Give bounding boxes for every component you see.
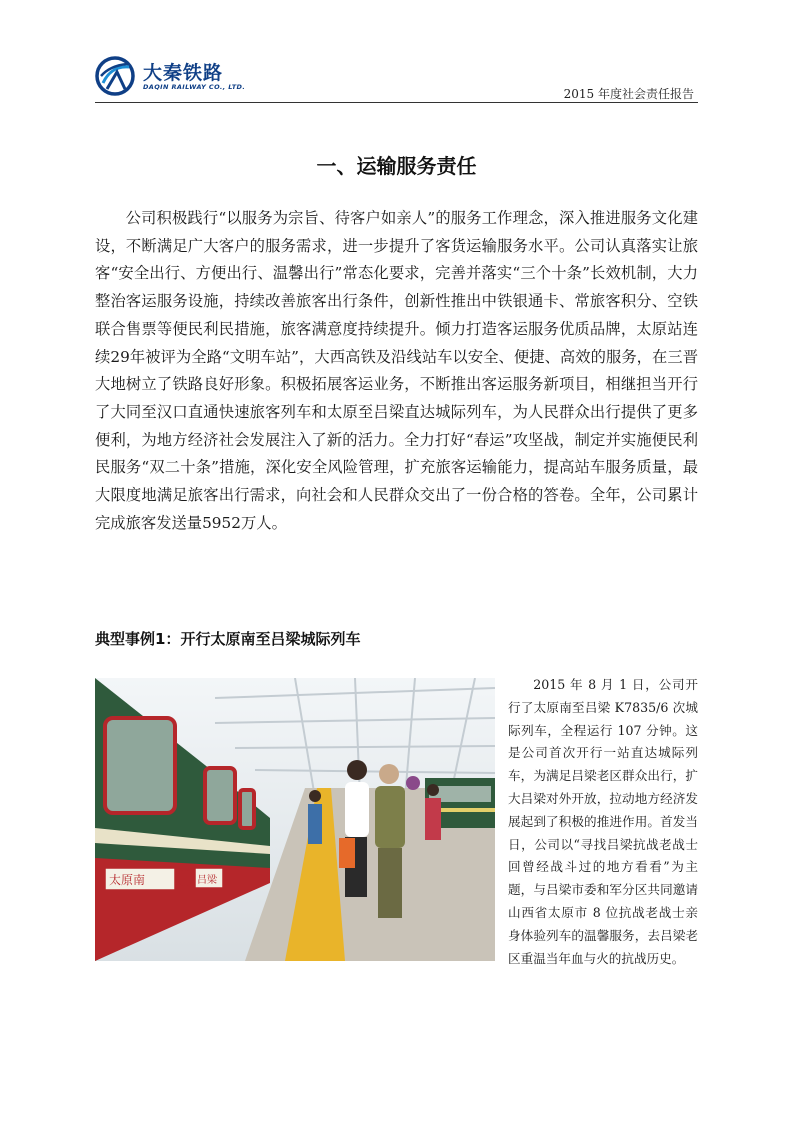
report-label: 2015 年度社会责任报告 (563, 87, 694, 101)
destination-sign-text: 太原南 (109, 873, 146, 887)
brand-name-english: DAQIN RAILWAY CO., LTD. (143, 83, 246, 91)
brand-name: 大秦铁路 (143, 62, 224, 84)
train-platform-photo (95, 678, 495, 961)
body-paragraph: 公司积极践行“以服务为宗旨、待客户如亲人”的服务工作理念，深入推进服务文化建设，不断满足广大客户的服务需求，进一步提升了客货运输服务水平。公司认真落实让旅客“安全出行、方便出行、温馨出行”常态化要求，完善并落实“三个十条”长效机制，大力整治客运服务设施，持续改善旅客出行条件，创新性推出中铁银通卡、常旅客积分、空铁联合售票等便民利民措施，旅客满意度持续提升。倾力打造客运服务优质品牌，太原站连续29年被评为全路“文明车站”，大西高铁及沿线站车以安全、便捷、高效的服务，在三晋大地树立了铁路良好形象。积极拓展客运业务，不断推出客运服务新项目，相继担当开行了大同至汉口直通快速旅客列车和太原至吕梁直达城际列车，为人民群众出行提供了更多便利，为地方经济社会发展注入了新的活力。全力打好“春运”攻坚战，制定并实施便民利民服务“双二十条”措施，深化安全风险管理，扩充旅客运输能力，提高站车服务质量，最大限度地满足旅客出行需求，向社会和人民群众交出了一份合格的答卷。全年，公司累计完成旅客发送量5952万人。 (95, 209, 698, 532)
destination-sign-text-2: 吕梁 (197, 875, 217, 886)
case-title: 典型事例1：开行太原南至吕梁城际列车 (95, 630, 361, 648)
header-divider (95, 102, 698, 103)
case-description: 2015 年 8 月 1 日，公司开行了太原南至吕梁 K7835/6 次城际列车，全程运行 107 分钟。这是公司首次开行一站直达城际列车，为满足吕梁老区群众出行，扩大吕梁对外开放，拉动地方经济发展起到了积极的推进作用。首发当日，公司以“寻找吕梁抗战老战士回曾经战斗过的地方看看”为主题，与吕梁市委和军分区共同邀请山西省太原市 8 位抗战老战士亲身体验列车的温馨服务，去吕梁老区重温当年血与火的抗战历史。 (508, 677, 698, 966)
daqin-logo-icon (95, 56, 135, 96)
page-header (95, 54, 698, 102)
section-title: 一、运输服务责任 (316, 154, 477, 178)
